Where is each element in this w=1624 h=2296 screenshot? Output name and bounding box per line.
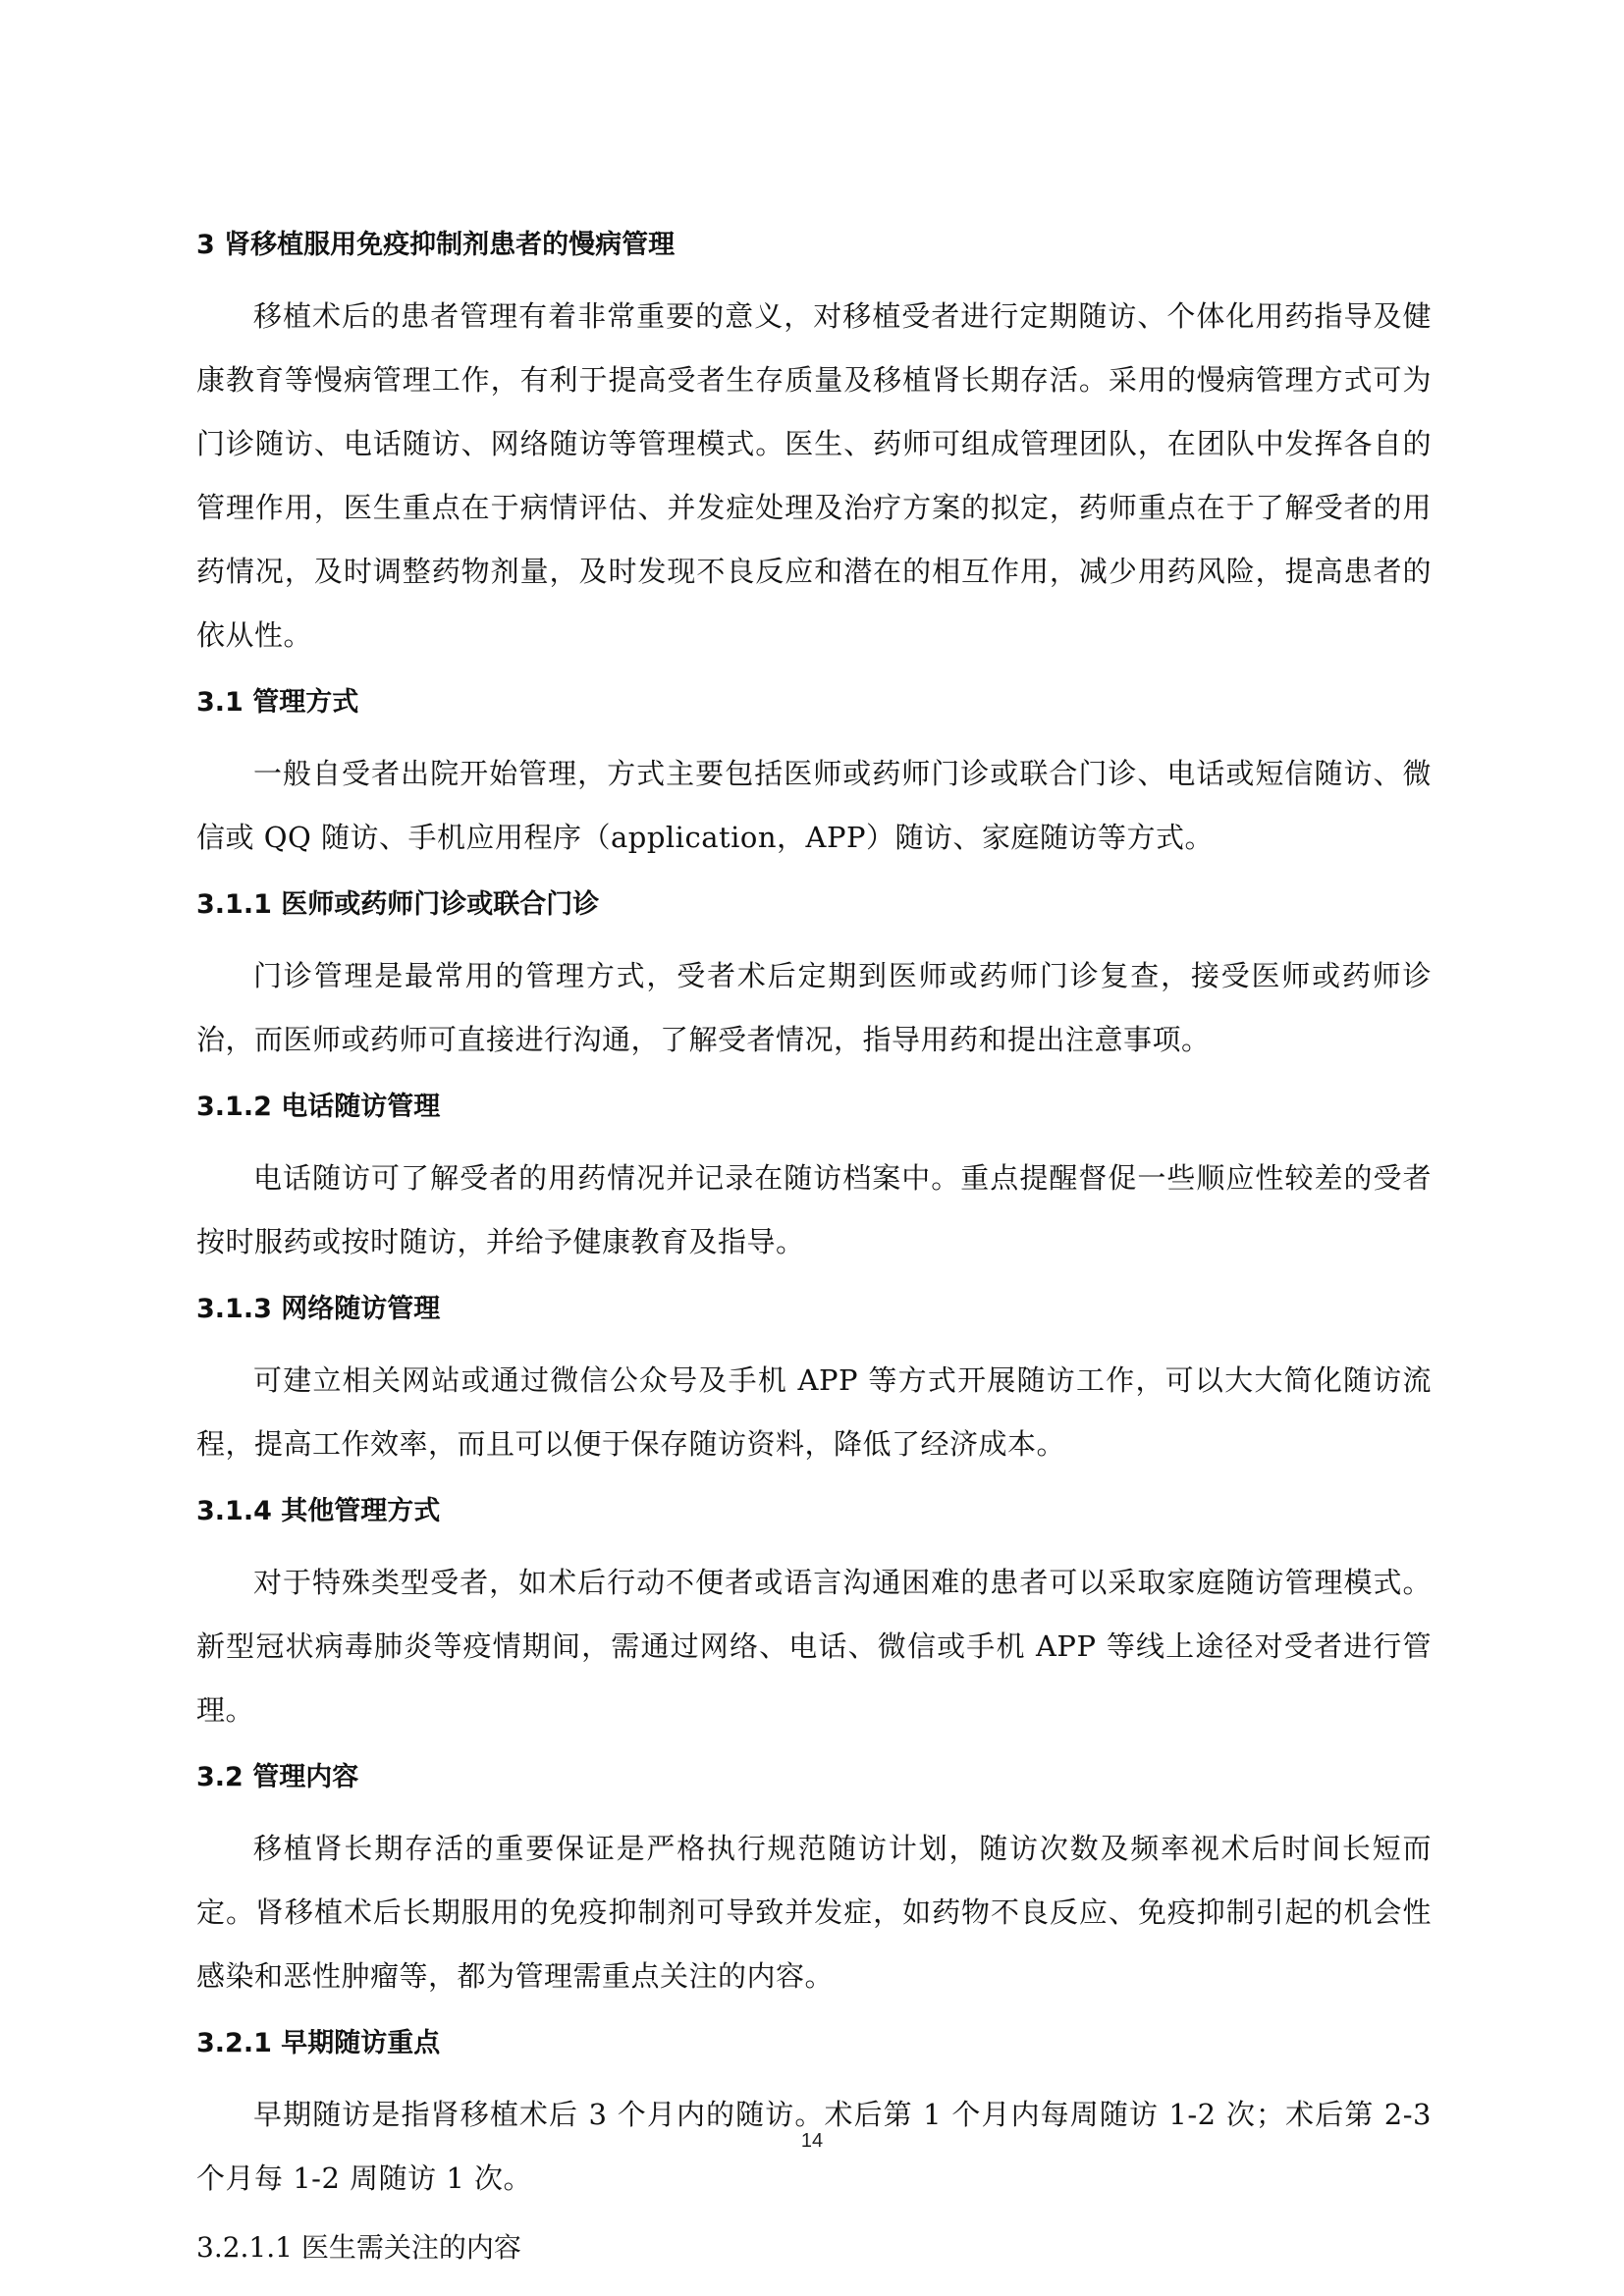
heading-3-2-1: 3.2.1 早期随访重点 [196,2028,441,2058]
paragraph-3-1: 一般自受者出院开始管理，方式主要包括医师或药师门诊或联合门诊、电话或短信随访、微信或 QQ 随访、手机应用程序（application，APP）随访、家庭随访等方式。 [196,757,1432,854]
paragraph-3-2: 移植肾长期存活的重要保证是严格执行规范随访计划，随访次数及频率视术后时间长短而定。肾移植术后长期服用的免疫抑制剂可导致并发症，如药物不良反应、免疫抑制引起的机会性感染和恶性肿瘤等，都为管理需重点关注的内容。 [196,1832,1432,1993]
paragraph-3: 移植术后的患者管理有着非常重要的意义，对移植受者进行定期随访、个体化用药指导及健康教育等慢病管理工作，有利于提高受者生存质量及移植肾长期存活。采用的慢病管理方式可为门诊随访、电话随访、网络随访等管理模式。医生、药师可组成管理团队，在团队中发挥各自的管理作用，医生重点在于病情评估、并发症处理及治疗方案的拟定，药师重点在于了解受者的用药情况，及时调整药物剂量，及时发现不良反应和潜在的相互作用，减少用药风险，提高患者的依从性。 [196,299,1432,652]
heading-3-1-1: 3.1.1 医师或药师门诊或联合门诊 [196,889,600,920]
paragraph-3-1-2: 电话随访可了解受者的用药情况并记录在随访档案中。重点提醒督促一些顺应性较差的受者按时服药或按时随访，并给予健康教育及指导。 [196,1161,1432,1258]
heading-3-1-2: 3.1.2 电话随访管理 [196,1092,441,1122]
heading-3-1: 3.1 管理方式 [196,687,359,718]
heading-3-2: 3.2 管理内容 [196,1762,359,1792]
paragraph-3-1-1: 门诊管理是最常用的管理方式，受者术后定期到医师或药师门诊复查，接受医师或药师诊治，而医师或药师可直接进行沟通，了解受者情况，指导用药和提出注意事项。 [196,959,1432,1056]
paragraph-3-2-1: 早期随访是指肾移植术后 3 个月内的随访。术后第 1 个月内每周随访 1-2 次；术后第 2-3 个月每 1-2 周随访 1 次。 [196,2098,1432,2195]
subheading-3-2-1-1: 3.2.1.1 医生需关注的内容 [196,2231,521,2264]
heading-3: 3 肾移植服用免疫抑制剂患者的慢病管理 [196,230,676,260]
paragraph-3-1-4: 对于特殊类型受者，如术后行动不便者或语言沟通困难的患者可以采取家庭随访管理模式。新型冠状病毒肺炎等疫情期间，需通过网络、电话、微信或手机 APP 等线上途径对受者进行管理。 [196,1566,1432,1727]
page-number: 14 [800,2130,824,2152]
paragraph-3-1-3: 可建立相关网站或通过微信公众号及手机 APP 等方式开展随访工作，可以大大简化随访流程，提高工作效率，而且可以便于保存随访资料，降低了经济成本。 [196,1363,1432,1461]
heading-3-1-4: 3.1.4 其他管理方式 [196,1496,441,1526]
document-body [196,214,1432,2268]
heading-3-1-3: 3.1.3 网络随访管理 [196,1294,441,1324]
